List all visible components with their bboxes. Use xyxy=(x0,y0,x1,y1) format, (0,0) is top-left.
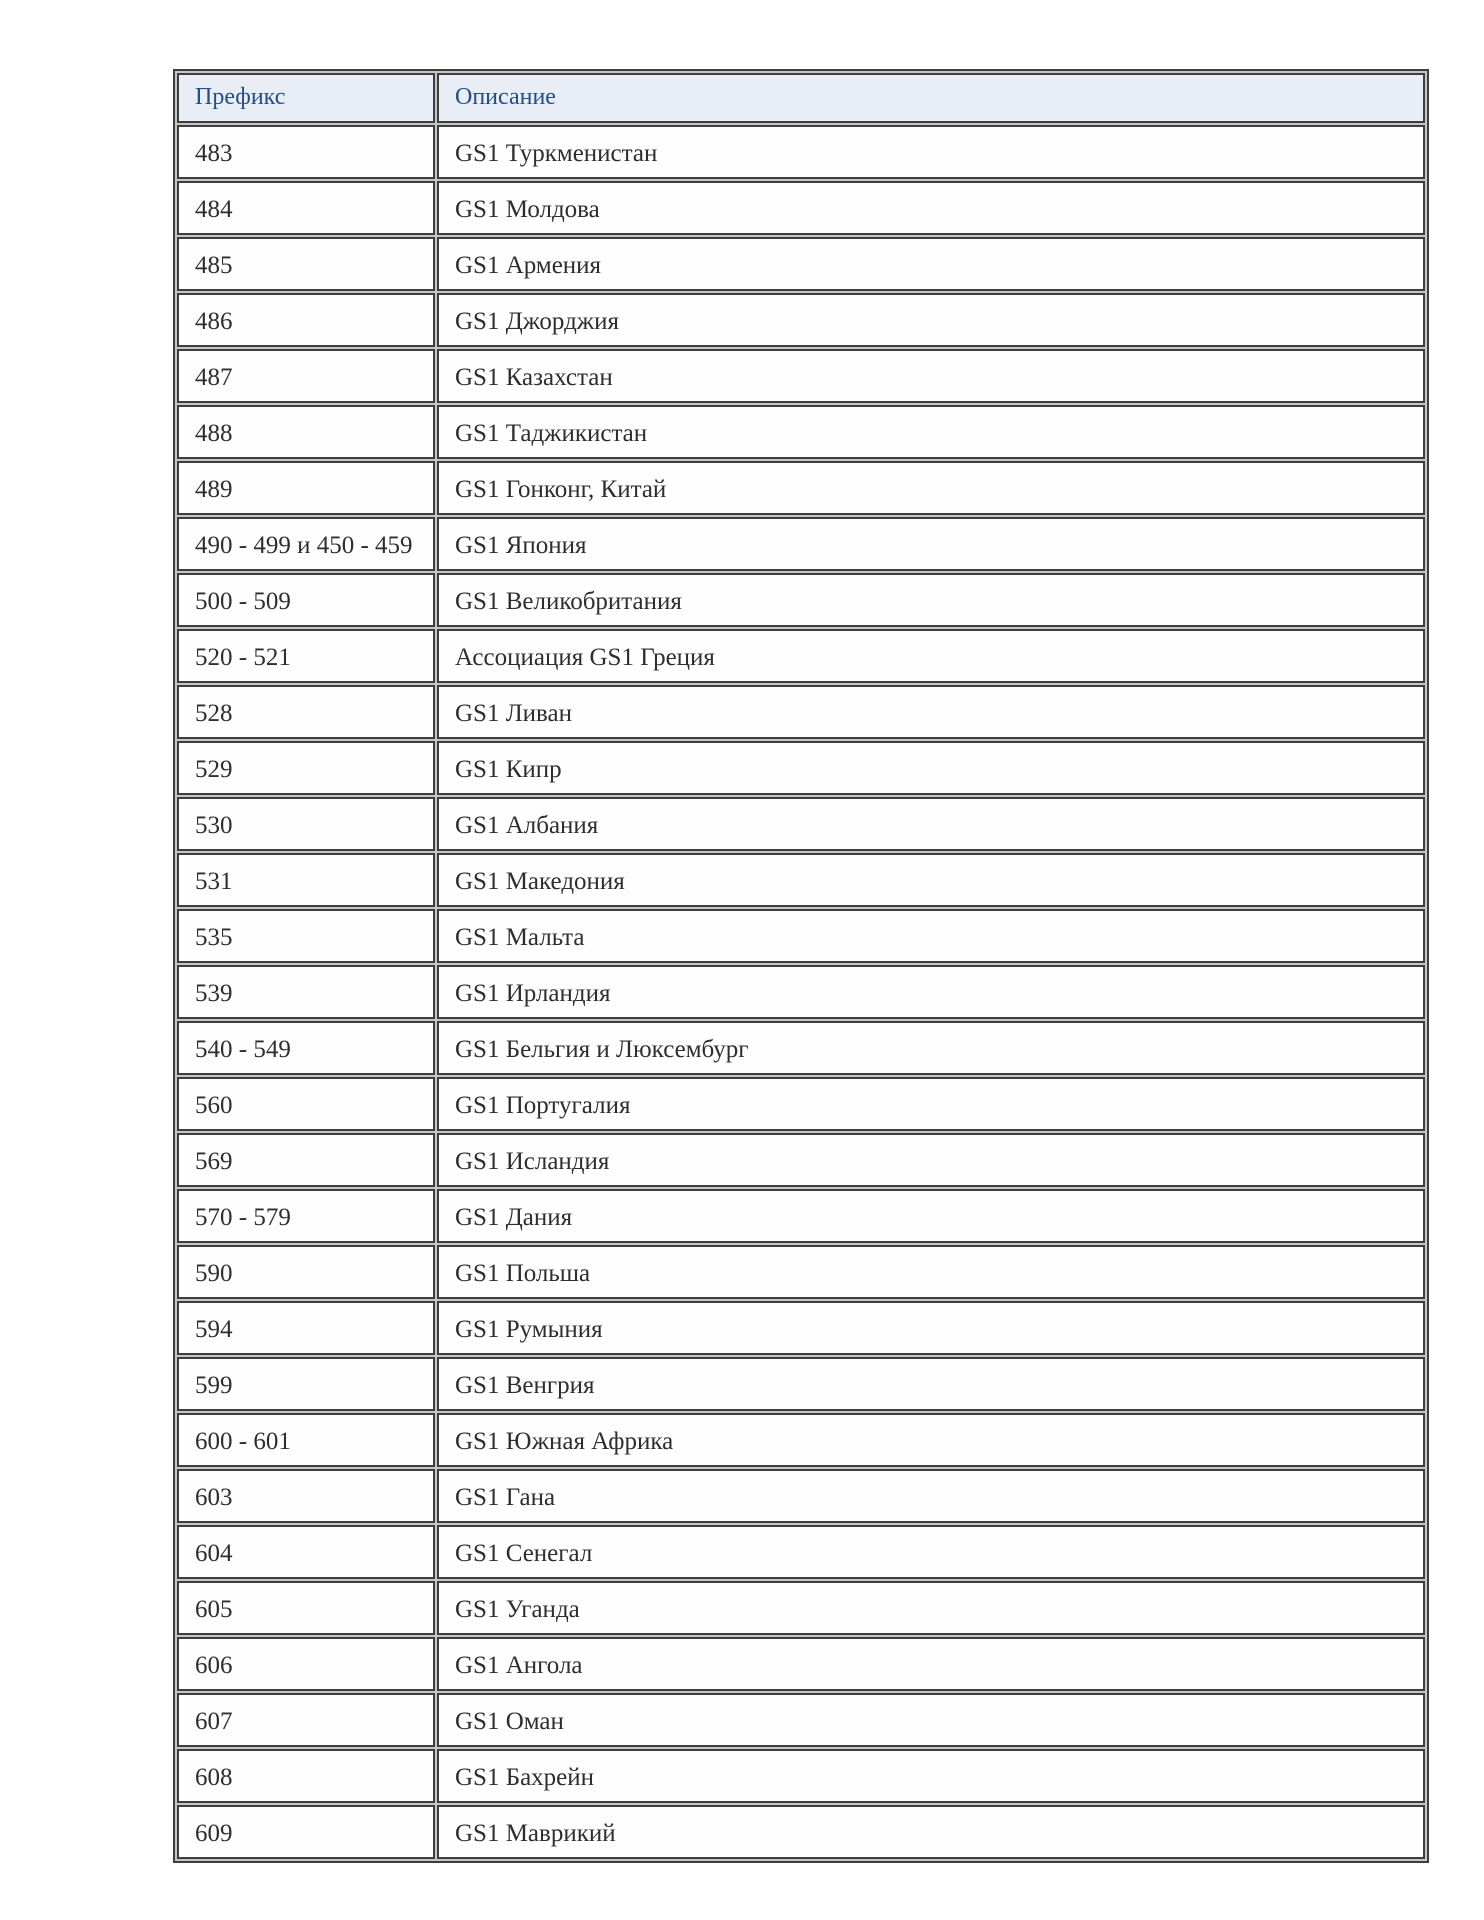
prefix-cell: 539 xyxy=(177,965,435,1019)
table-row xyxy=(177,1021,1425,1075)
prefix-cell: 484 xyxy=(177,181,435,235)
description-cell: GS1 Румыния xyxy=(437,1301,1425,1355)
table-row xyxy=(177,1469,1425,1523)
description-cell: GS1 Кипр xyxy=(437,741,1425,795)
table-row xyxy=(177,1525,1425,1579)
table-row xyxy=(177,629,1425,683)
gs1-prefix-table xyxy=(173,69,1429,1863)
description-cell: GS1 Ангола xyxy=(437,1637,1425,1691)
description-cell: GS1 Южная Африка xyxy=(437,1413,1425,1467)
table-row xyxy=(177,573,1425,627)
table-header-row xyxy=(177,73,1425,123)
table-row xyxy=(177,1189,1425,1243)
description-cell: GS1 Ливан xyxy=(437,685,1425,739)
table-row xyxy=(177,125,1425,179)
prefix-cell: 487 xyxy=(177,349,435,403)
prefix-cell: 605 xyxy=(177,1581,435,1635)
description-cell: GS1 Португалия xyxy=(437,1077,1425,1131)
table-row xyxy=(177,1133,1425,1187)
description-cell: GS1 Бельгия и Люксембург xyxy=(437,1021,1425,1075)
prefix-cell: 570 - 579 xyxy=(177,1189,435,1243)
description-cell: GS1 Молдова xyxy=(437,181,1425,235)
prefix-cell: 600 - 601 xyxy=(177,1413,435,1467)
description-cell: GS1 Оман xyxy=(437,1693,1425,1747)
description-cell: GS1 Сенегал xyxy=(437,1525,1425,1579)
prefix-cell: 560 xyxy=(177,1077,435,1131)
description-cell: GS1 Дания xyxy=(437,1189,1425,1243)
prefix-cell: 540 - 549 xyxy=(177,1021,435,1075)
table-row xyxy=(177,685,1425,739)
prefix-cell: 530 xyxy=(177,797,435,851)
description-cell: GS1 Туркменистан xyxy=(437,125,1425,179)
description-cell: GS1 Таджикистан xyxy=(437,405,1425,459)
table-row xyxy=(177,181,1425,235)
prefix-cell: 520 - 521 xyxy=(177,629,435,683)
description-cell: GS1 Исландия xyxy=(437,1133,1425,1187)
table-row xyxy=(177,517,1425,571)
table-row xyxy=(177,853,1425,907)
description-cell: GS1 Маврикий xyxy=(437,1805,1425,1859)
prefix-cell: 590 xyxy=(177,1245,435,1299)
description-cell: GS1 Великобритания xyxy=(437,573,1425,627)
description-cell: GS1 Уганда xyxy=(437,1581,1425,1635)
table-row xyxy=(177,797,1425,851)
prefix-cell: 485 xyxy=(177,237,435,291)
description-cell: GS1 Мальта xyxy=(437,909,1425,963)
description-cell: GS1 Польша xyxy=(437,1245,1425,1299)
description-cell: GS1 Бахрейн xyxy=(437,1749,1425,1803)
prefix-cell: 569 xyxy=(177,1133,435,1187)
description-cell: GS1 Гана xyxy=(437,1469,1425,1523)
table-row xyxy=(177,1357,1425,1411)
prefix-cell: 528 xyxy=(177,685,435,739)
description-cell: GS1 Венгрия xyxy=(437,1357,1425,1411)
prefix-cell: 535 xyxy=(177,909,435,963)
prefix-cell: 488 xyxy=(177,405,435,459)
prefix-cell: 489 xyxy=(177,461,435,515)
prefix-cell: 486 xyxy=(177,293,435,347)
table-row xyxy=(177,1637,1425,1691)
description-cell: Ассоциация GS1 Греция xyxy=(437,629,1425,683)
description-cell: GS1 Япония xyxy=(437,517,1425,571)
table-row xyxy=(177,1301,1425,1355)
description-cell: GS1 Джорджия xyxy=(437,293,1425,347)
description-cell: GS1 Македония xyxy=(437,853,1425,907)
prefix-cell: 608 xyxy=(177,1749,435,1803)
table-row xyxy=(177,237,1425,291)
description-cell: GS1 Гонконг, Китай xyxy=(437,461,1425,515)
table-row xyxy=(177,293,1425,347)
description-cell: GS1 Казахстан xyxy=(437,349,1425,403)
table-row xyxy=(177,349,1425,403)
description-cell: GS1 Албания xyxy=(437,797,1425,851)
column-header-description: Описание xyxy=(437,73,1425,123)
table-row xyxy=(177,405,1425,459)
table-row xyxy=(177,1581,1425,1635)
table-row xyxy=(177,1693,1425,1747)
description-cell: GS1 Ирландия xyxy=(437,965,1425,1019)
prefix-cell: 604 xyxy=(177,1525,435,1579)
description-cell: GS1 Армения xyxy=(437,237,1425,291)
column-header-prefix: Префикс xyxy=(177,73,435,123)
table-row xyxy=(177,1245,1425,1299)
table-row xyxy=(177,1749,1425,1803)
prefix-cell: 594 xyxy=(177,1301,435,1355)
table-row xyxy=(177,965,1425,1019)
prefix-cell: 483 xyxy=(177,125,435,179)
prefix-cell: 531 xyxy=(177,853,435,907)
table-row xyxy=(177,909,1425,963)
prefix-cell: 606 xyxy=(177,1637,435,1691)
table-row xyxy=(177,1805,1425,1859)
prefix-cell: 490 - 499 и 450 - 459 xyxy=(177,517,435,571)
table-row xyxy=(177,1413,1425,1467)
prefix-cell: 500 - 509 xyxy=(177,573,435,627)
prefix-cell: 603 xyxy=(177,1469,435,1523)
prefix-cell: 607 xyxy=(177,1693,435,1747)
prefix-cell: 529 xyxy=(177,741,435,795)
table-row xyxy=(177,461,1425,515)
table-row xyxy=(177,741,1425,795)
prefix-cell: 599 xyxy=(177,1357,435,1411)
table-row xyxy=(177,1077,1425,1131)
prefix-cell: 609 xyxy=(177,1805,435,1859)
